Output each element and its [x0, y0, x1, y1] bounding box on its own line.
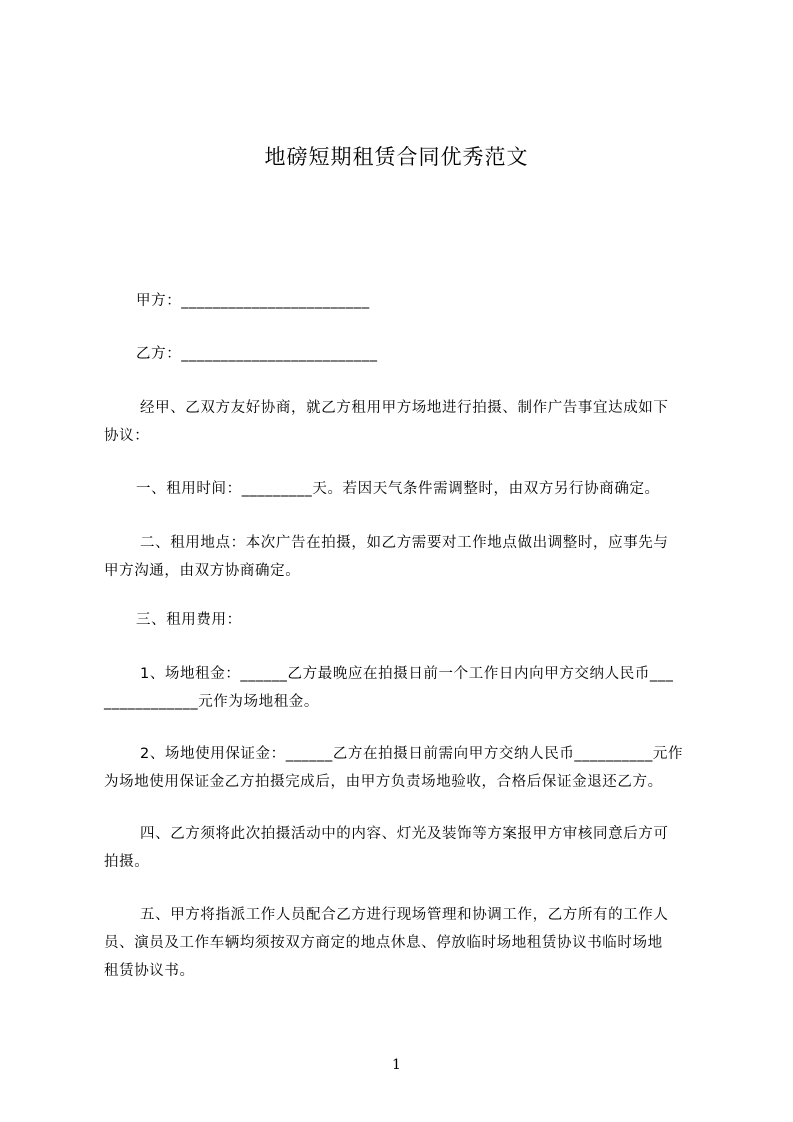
page-number: 1 — [392, 1057, 401, 1073]
intro-line-1: 经甲、乙双方友好协商，就乙方租用甲方场地进行拍摄、制作广告事宜达成如下 — [140, 400, 669, 416]
clause-1-line-1: 一、租用时间：_________天。若因天气条件需调整时，由双方另行协商确定。 — [136, 481, 660, 497]
clause-3 — [104, 606, 704, 634]
document-title: 地磅短期租赁合同优秀范文 — [264, 145, 529, 169]
clause-5-line-3: 租赁协议书。 — [104, 963, 195, 979]
clause-3-2-line-1: 2、场地使用保证金：______乙方在拍摄日前需向甲方交纳人民币__________元作 — [140, 746, 684, 762]
clause-4 — [104, 820, 704, 876]
intro-line-2: 协议： — [104, 428, 150, 444]
clause-3-2 — [104, 740, 704, 796]
party-b-line — [104, 340, 704, 368]
party-b-text: 乙方：_________________________ — [136, 346, 378, 362]
clause-3-2-line-2: 为场地使用保证金乙方拍摄完成后，由甲方负责场地验收，合格后保证金退还乙方。 — [104, 774, 663, 790]
clause-1 — [104, 475, 704, 503]
intro-paragraph — [104, 394, 704, 450]
clause-3-1-line-2: ____________元作为场地租金。 — [104, 694, 319, 710]
clause-2-line-2: 甲方沟通，由双方协商确定。 — [104, 563, 301, 579]
clause-2-line-1: 二、租用地点：本次广告在拍摄，如乙方需要对工作地点做出调整时，应事先与 — [140, 535, 669, 551]
clause-5-line-2: 员、演员及工作车辆均须按双方商定的地点休息、停放临时场地租赁协议书临时场地 — [104, 935, 663, 951]
clause-5 — [104, 901, 704, 985]
clause-5-line-1: 五、甲方将指派工作人员配合乙方进行现场管理和协调工作，乙方所有的工作人 — [140, 907, 669, 923]
party-a-text: 甲方：________________________ — [136, 293, 370, 309]
clause-4-line-1: 四、乙方须将此次拍摄活动中的内容、灯光及装饰等方案报甲方审核同意后方可 — [140, 826, 669, 842]
clause-3-1-line-1: 1、场地租金：______乙方最晚应在拍摄日前一个工作日内向甲方交纳人民币___ — [140, 666, 674, 682]
party-a-line — [104, 287, 704, 315]
clause-3-line-1: 三、租用费用： — [136, 612, 242, 628]
clause-2 — [104, 529, 704, 585]
clause-3-1 — [104, 660, 704, 716]
clause-4-line-2: 拍摄。 — [104, 854, 150, 870]
